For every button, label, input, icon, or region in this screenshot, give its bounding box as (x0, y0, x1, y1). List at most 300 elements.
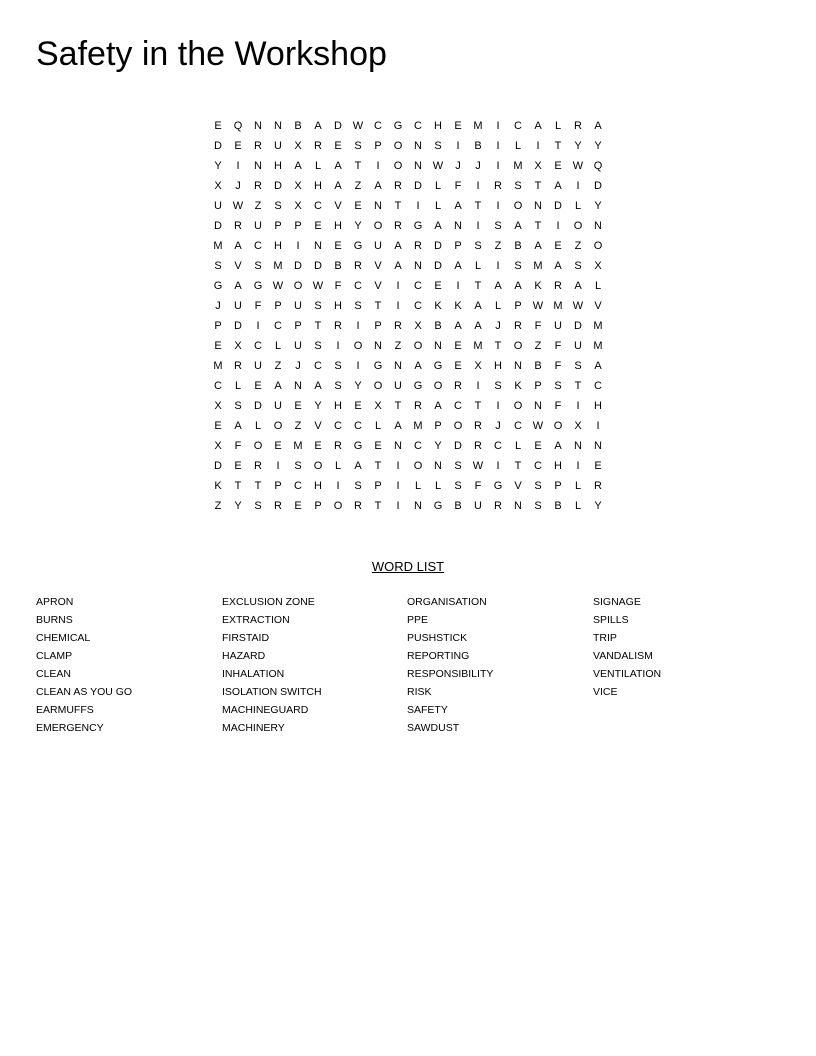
grid-letter: W (432, 160, 444, 172)
word-list-item: BURNS (36, 614, 73, 626)
grid-letter: R (554, 280, 562, 292)
grid-letter: U (234, 300, 242, 312)
grid-letter: S (474, 240, 482, 252)
grid-letter: H (314, 480, 322, 492)
grid-letter: R (394, 180, 402, 192)
grid-letter: A (394, 260, 402, 272)
grid-row (208, 256, 608, 276)
grid-letter: O (393, 140, 403, 152)
grid-letter: S (334, 360, 342, 372)
grid-letter: E (214, 420, 222, 432)
grid-letter: W (272, 280, 284, 292)
grid-letter: S (514, 260, 522, 272)
word-list-item: APRON (36, 596, 74, 608)
grid-letter: I (476, 180, 480, 192)
grid-letter: N (374, 340, 382, 352)
grid-letter: V (374, 260, 382, 272)
grid-letter: H (314, 180, 322, 192)
grid-letter: S (294, 460, 302, 472)
grid-letter: U (294, 340, 302, 352)
grid-letter: T (534, 220, 542, 232)
grid-letter: I (376, 160, 380, 172)
grid-letter: U (374, 240, 382, 252)
grid-letter: S (254, 260, 262, 272)
grid-row (208, 136, 608, 156)
grid-letter: Z (354, 180, 362, 192)
word-list-item: ORGANISATION (407, 596, 487, 608)
grid-letter: R (234, 220, 242, 232)
grid-letter: R (594, 480, 602, 492)
grid-letter: I (396, 480, 400, 492)
grid-letter: A (374, 180, 382, 192)
grid-letter: Y (574, 140, 582, 152)
grid-letter: X (294, 200, 302, 212)
grid-letter: O (373, 220, 383, 232)
grid-letter: C (354, 420, 362, 432)
grid-letter: T (554, 140, 562, 152)
grid-letter: U (274, 400, 282, 412)
grid-letter: D (214, 220, 222, 232)
grid-letter: U (574, 340, 582, 352)
grid-letter: N (414, 140, 422, 152)
grid-letter: G (353, 440, 363, 452)
grid-letter: C (454, 400, 462, 412)
grid-letter: W (532, 300, 544, 312)
grid-letter: D (414, 180, 422, 192)
grid-letter: S (494, 380, 502, 392)
grid-letter: M (593, 340, 603, 352)
grid-letter: I (496, 200, 500, 212)
grid-letter: Y (434, 440, 442, 452)
grid-letter: V (314, 420, 322, 432)
grid-letter: C (514, 420, 522, 432)
grid-letter: M (533, 260, 543, 272)
grid-letter: P (314, 500, 322, 512)
word-list-item: VENTILATION (593, 668, 662, 680)
grid-letter: Y (594, 140, 602, 152)
grid-letter: N (534, 400, 542, 412)
grid-letter: A (314, 120, 322, 132)
word-list-item: FIRSTAID (222, 632, 270, 644)
grid-letter: J (235, 180, 241, 192)
grid-letter: A (414, 360, 422, 372)
grid-letter: W (472, 460, 484, 472)
grid-letter: L (474, 260, 482, 272)
grid-letter: C (514, 120, 522, 132)
grid-letter: C (254, 340, 262, 352)
grid-letter: C (334, 420, 342, 432)
grid-letter: U (554, 320, 562, 332)
grid-letter: O (453, 420, 463, 432)
grid-letter: X (214, 400, 222, 412)
grid-letter: L (414, 480, 422, 492)
grid-letter: O (413, 460, 423, 472)
grid-letter: R (254, 140, 262, 152)
grid-letter: R (414, 240, 422, 252)
grid-letter: R (414, 400, 422, 412)
word-list-item: EARMUFFS (36, 704, 94, 716)
grid-letter: E (314, 440, 322, 452)
grid-letter: C (494, 440, 502, 452)
grid-letter: N (594, 440, 602, 452)
grid-letter: U (474, 500, 482, 512)
grid-letter: U (254, 360, 262, 372)
grid-letter: L (374, 420, 382, 432)
grid-letter: M (213, 360, 223, 372)
word-list-item: CLAMP (36, 650, 73, 662)
grid-letter: T (514, 460, 522, 472)
grid-letter: W (232, 200, 244, 212)
grid-letter: A (234, 240, 242, 252)
grid-letter: L (334, 460, 342, 472)
grid-letter: R (334, 440, 342, 452)
grid-letter: T (494, 340, 502, 352)
grid-letter: R (354, 260, 362, 272)
grid-letter: O (373, 380, 383, 392)
grid-row (208, 116, 608, 136)
grid-letter: A (594, 120, 602, 132)
grid-letter: X (574, 420, 582, 432)
grid-letter: U (214, 200, 222, 212)
grid-letter: N (574, 440, 582, 452)
grid-letter: R (574, 120, 582, 132)
grid-letter: D (254, 400, 262, 412)
grid-letter: Y (594, 500, 602, 512)
grid-letter: I (356, 360, 360, 372)
grid-letter: Z (294, 420, 302, 432)
grid-letter: X (294, 140, 302, 152)
grid-letter: B (534, 360, 542, 372)
grid-letter: X (234, 340, 242, 352)
grid-letter: A (514, 280, 522, 292)
grid-letter: Z (574, 240, 582, 252)
word-list-item: CHEMICAL (36, 632, 91, 644)
word-list-column (593, 593, 773, 701)
grid-letter: S (494, 220, 502, 232)
grid-letter: N (274, 120, 282, 132)
grid-letter: A (234, 280, 242, 292)
grid-letter: E (294, 400, 302, 412)
grid-letter: E (434, 280, 442, 292)
grid-letter: N (514, 360, 522, 372)
grid-letter: W (312, 280, 324, 292)
word-list-item: RISK (407, 686, 432, 698)
grid-letter: A (494, 280, 502, 292)
grid-letter: E (374, 440, 382, 452)
grid-letter: S (534, 480, 542, 492)
grid-letter: G (433, 500, 443, 512)
grid-letter: I (496, 120, 500, 132)
grid-letter: L (314, 160, 322, 172)
word-search-grid (208, 116, 608, 516)
grid-letter: E (234, 140, 242, 152)
grid-letter: M (473, 340, 483, 352)
grid-row (208, 276, 608, 296)
grid-letter: M (593, 320, 603, 332)
grid-letter: I (576, 180, 580, 192)
grid-letter: A (554, 260, 562, 272)
grid-letter: S (254, 500, 262, 512)
grid-letter: D (454, 440, 462, 452)
grid-letter: C (294, 480, 302, 492)
grid-letter: P (514, 300, 522, 312)
grid-letter: R (514, 320, 522, 332)
grid-letter: Y (354, 220, 362, 232)
grid-letter: S (314, 340, 322, 352)
grid-letter: D (574, 320, 582, 332)
grid-letter: S (434, 140, 442, 152)
grid-letter: E (254, 380, 262, 392)
word-list-item: PUSHSTICK (407, 632, 468, 644)
grid-row (208, 196, 608, 216)
grid-letter: O (353, 340, 363, 352)
grid-row (208, 216, 608, 236)
grid-letter: D (314, 260, 322, 272)
grid-letter: I (496, 400, 500, 412)
grid-letter: W (572, 300, 584, 312)
grid-letter: E (454, 120, 462, 132)
grid-row (208, 296, 608, 316)
grid-letter: S (534, 500, 542, 512)
grid-letter: V (234, 260, 242, 272)
grid-letter: M (553, 300, 563, 312)
word-list-item: HAZARD (222, 650, 266, 662)
grid-letter: J (495, 320, 501, 332)
grid-letter: H (554, 460, 562, 472)
grid-letter: L (434, 480, 442, 492)
grid-letter: O (273, 420, 283, 432)
grid-letter: E (294, 500, 302, 512)
grid-letter: I (456, 280, 460, 292)
grid-letter: I (236, 160, 240, 172)
grid-letter: O (293, 280, 303, 292)
grid-letter: I (576, 460, 580, 472)
grid-letter: P (274, 300, 282, 312)
grid-letter: D (434, 260, 442, 272)
grid-letter: G (413, 380, 423, 392)
grid-letter: T (374, 300, 382, 312)
grid-letter: X (294, 180, 302, 192)
grid-letter: E (354, 200, 362, 212)
word-list-item: SPILLS (593, 614, 629, 626)
grid-letter: T (314, 320, 322, 332)
grid-row (208, 476, 608, 496)
grid-letter: I (396, 460, 400, 472)
grid-letter: I (556, 220, 560, 232)
word-list-column (36, 593, 216, 737)
grid-letter: C (274, 320, 282, 332)
grid-letter: S (354, 300, 362, 312)
grid-letter: X (414, 320, 422, 332)
grid-letter: Z (534, 340, 542, 352)
grid-letter: N (514, 500, 522, 512)
grid-letter: I (396, 500, 400, 512)
grid-letter: E (214, 120, 222, 132)
grid-letter: D (334, 120, 342, 132)
grid-letter: C (354, 280, 362, 292)
grid-letter: G (413, 220, 423, 232)
grid-letter: T (374, 460, 382, 472)
grid-letter: D (294, 260, 302, 272)
grid-letter: D (274, 180, 282, 192)
grid-letter: H (334, 300, 342, 312)
grid-letter: Q (593, 160, 603, 172)
grid-letter: D (214, 140, 222, 152)
grid-letter: A (334, 160, 342, 172)
word-list-item: SIGNAGE (593, 596, 641, 608)
grid-letter: C (534, 460, 542, 472)
grid-letter: D (594, 180, 602, 192)
grid-letter: O (593, 240, 603, 252)
grid-letter: I (336, 480, 340, 492)
grid-letter: L (594, 280, 602, 292)
grid-letter: R (394, 220, 402, 232)
grid-letter: O (513, 400, 523, 412)
grid-letter: G (213, 280, 223, 292)
grid-letter: S (354, 480, 362, 492)
grid-letter: F (254, 300, 262, 312)
grid-letter: T (474, 400, 482, 412)
grid-letter: P (374, 480, 382, 492)
grid-letter: T (234, 480, 242, 492)
grid-letter: A (594, 360, 602, 372)
grid-letter: L (254, 420, 262, 432)
grid-letter: I (356, 320, 360, 332)
grid-letter: N (534, 200, 542, 212)
word-list-item: TRIP (593, 632, 617, 644)
grid-letter: R (254, 180, 262, 192)
grid-row (208, 176, 608, 196)
grid-letter: B (434, 320, 442, 332)
grid-letter: O (553, 420, 563, 432)
word-list-item: RESPONSIBILITY (407, 668, 494, 680)
grid-letter: Z (494, 240, 502, 252)
grid-letter: I (456, 140, 460, 152)
grid-letter: P (294, 220, 302, 232)
grid-letter: U (394, 380, 402, 392)
grid-letter: R (454, 380, 462, 392)
grid-letter: A (314, 380, 322, 392)
grid-letter: N (414, 160, 422, 172)
grid-letter: S (554, 380, 562, 392)
grid-letter: A (474, 300, 482, 312)
grid-letter: J (215, 300, 221, 312)
grid-letter: X (594, 260, 602, 272)
grid-letter: M (413, 420, 423, 432)
grid-letter: M (293, 440, 303, 452)
grid-letter: F (474, 480, 482, 492)
grid-letter: R (234, 360, 242, 372)
grid-letter: S (514, 180, 522, 192)
grid-letter: D (434, 240, 442, 252)
grid-row (208, 356, 608, 376)
grid-letter: E (554, 240, 562, 252)
grid-letter: I (576, 400, 580, 412)
grid-letter: F (454, 180, 462, 192)
grid-letter: T (474, 280, 482, 292)
grid-row (208, 416, 608, 436)
grid-letter: B (334, 260, 342, 272)
grid-letter: N (434, 460, 442, 472)
grid-letter: H (594, 400, 602, 412)
grid-letter: E (314, 220, 322, 232)
grid-letter: M (473, 120, 483, 132)
grid-letter: I (256, 320, 260, 332)
word-list-item: REPORTING (407, 650, 470, 662)
grid-letter: C (414, 440, 422, 452)
word-list-item: INHALATION (222, 668, 285, 680)
grid-letter: A (554, 440, 562, 452)
grid-letter: E (454, 340, 462, 352)
grid-letter: X (474, 360, 482, 372)
grid-letter: L (234, 380, 242, 392)
grid-letter: O (433, 380, 443, 392)
grid-letter: R (474, 420, 482, 432)
grid-letter: F (234, 440, 242, 452)
grid-letter: C (314, 200, 322, 212)
grid-letter: C (214, 380, 222, 392)
grid-letter: P (214, 320, 222, 332)
grid-letter: M (273, 260, 283, 272)
grid-letter: O (333, 500, 343, 512)
grid-letter: L (494, 300, 502, 312)
grid-letter: K (214, 480, 222, 492)
grid-letter: A (294, 160, 302, 172)
grid-letter: W (532, 420, 544, 432)
grid-row (208, 156, 608, 176)
grid-letter: S (314, 300, 322, 312)
grid-letter: L (434, 180, 442, 192)
grid-letter: Y (594, 200, 602, 212)
grid-letter: G (433, 360, 443, 372)
grid-letter: E (554, 160, 562, 172)
grid-letter: H (334, 400, 342, 412)
grid-letter: I (416, 200, 420, 212)
grid-letter: B (474, 140, 482, 152)
grid-letter: E (274, 440, 282, 452)
grid-letter: L (574, 480, 582, 492)
grid-letter: O (413, 340, 423, 352)
grid-letter: N (434, 340, 442, 352)
grid-letter: G (353, 240, 363, 252)
grid-letter: H (434, 120, 442, 132)
grid-letter: D (214, 460, 222, 472)
grid-letter: A (394, 420, 402, 432)
grid-letter: R (394, 320, 402, 332)
grid-letter: A (534, 240, 542, 252)
grid-letter: P (434, 420, 442, 432)
grid-letter: V (374, 280, 382, 292)
grid-letter: M (513, 160, 523, 172)
word-list-item: SAWDUST (407, 722, 460, 734)
grid-letter: P (374, 320, 382, 332)
grid-letter: G (253, 280, 263, 292)
grid-letter: P (294, 320, 302, 332)
grid-letter: Y (354, 380, 362, 392)
grid-letter: P (554, 480, 562, 492)
word-list-item: EXCLUSION ZONE (222, 596, 315, 608)
grid-letter: O (393, 160, 403, 172)
word-list-item: CLEAN AS YOU GO (36, 686, 133, 698)
word-list-item: SAFETY (407, 704, 448, 716)
grid-letter: P (274, 480, 282, 492)
word-list-item: EMERGENCY (36, 722, 104, 734)
grid-letter: E (234, 460, 242, 472)
grid-row (208, 236, 608, 256)
grid-letter: I (496, 460, 500, 472)
grid-letter: B (554, 500, 562, 512)
grid-letter: A (554, 180, 562, 192)
